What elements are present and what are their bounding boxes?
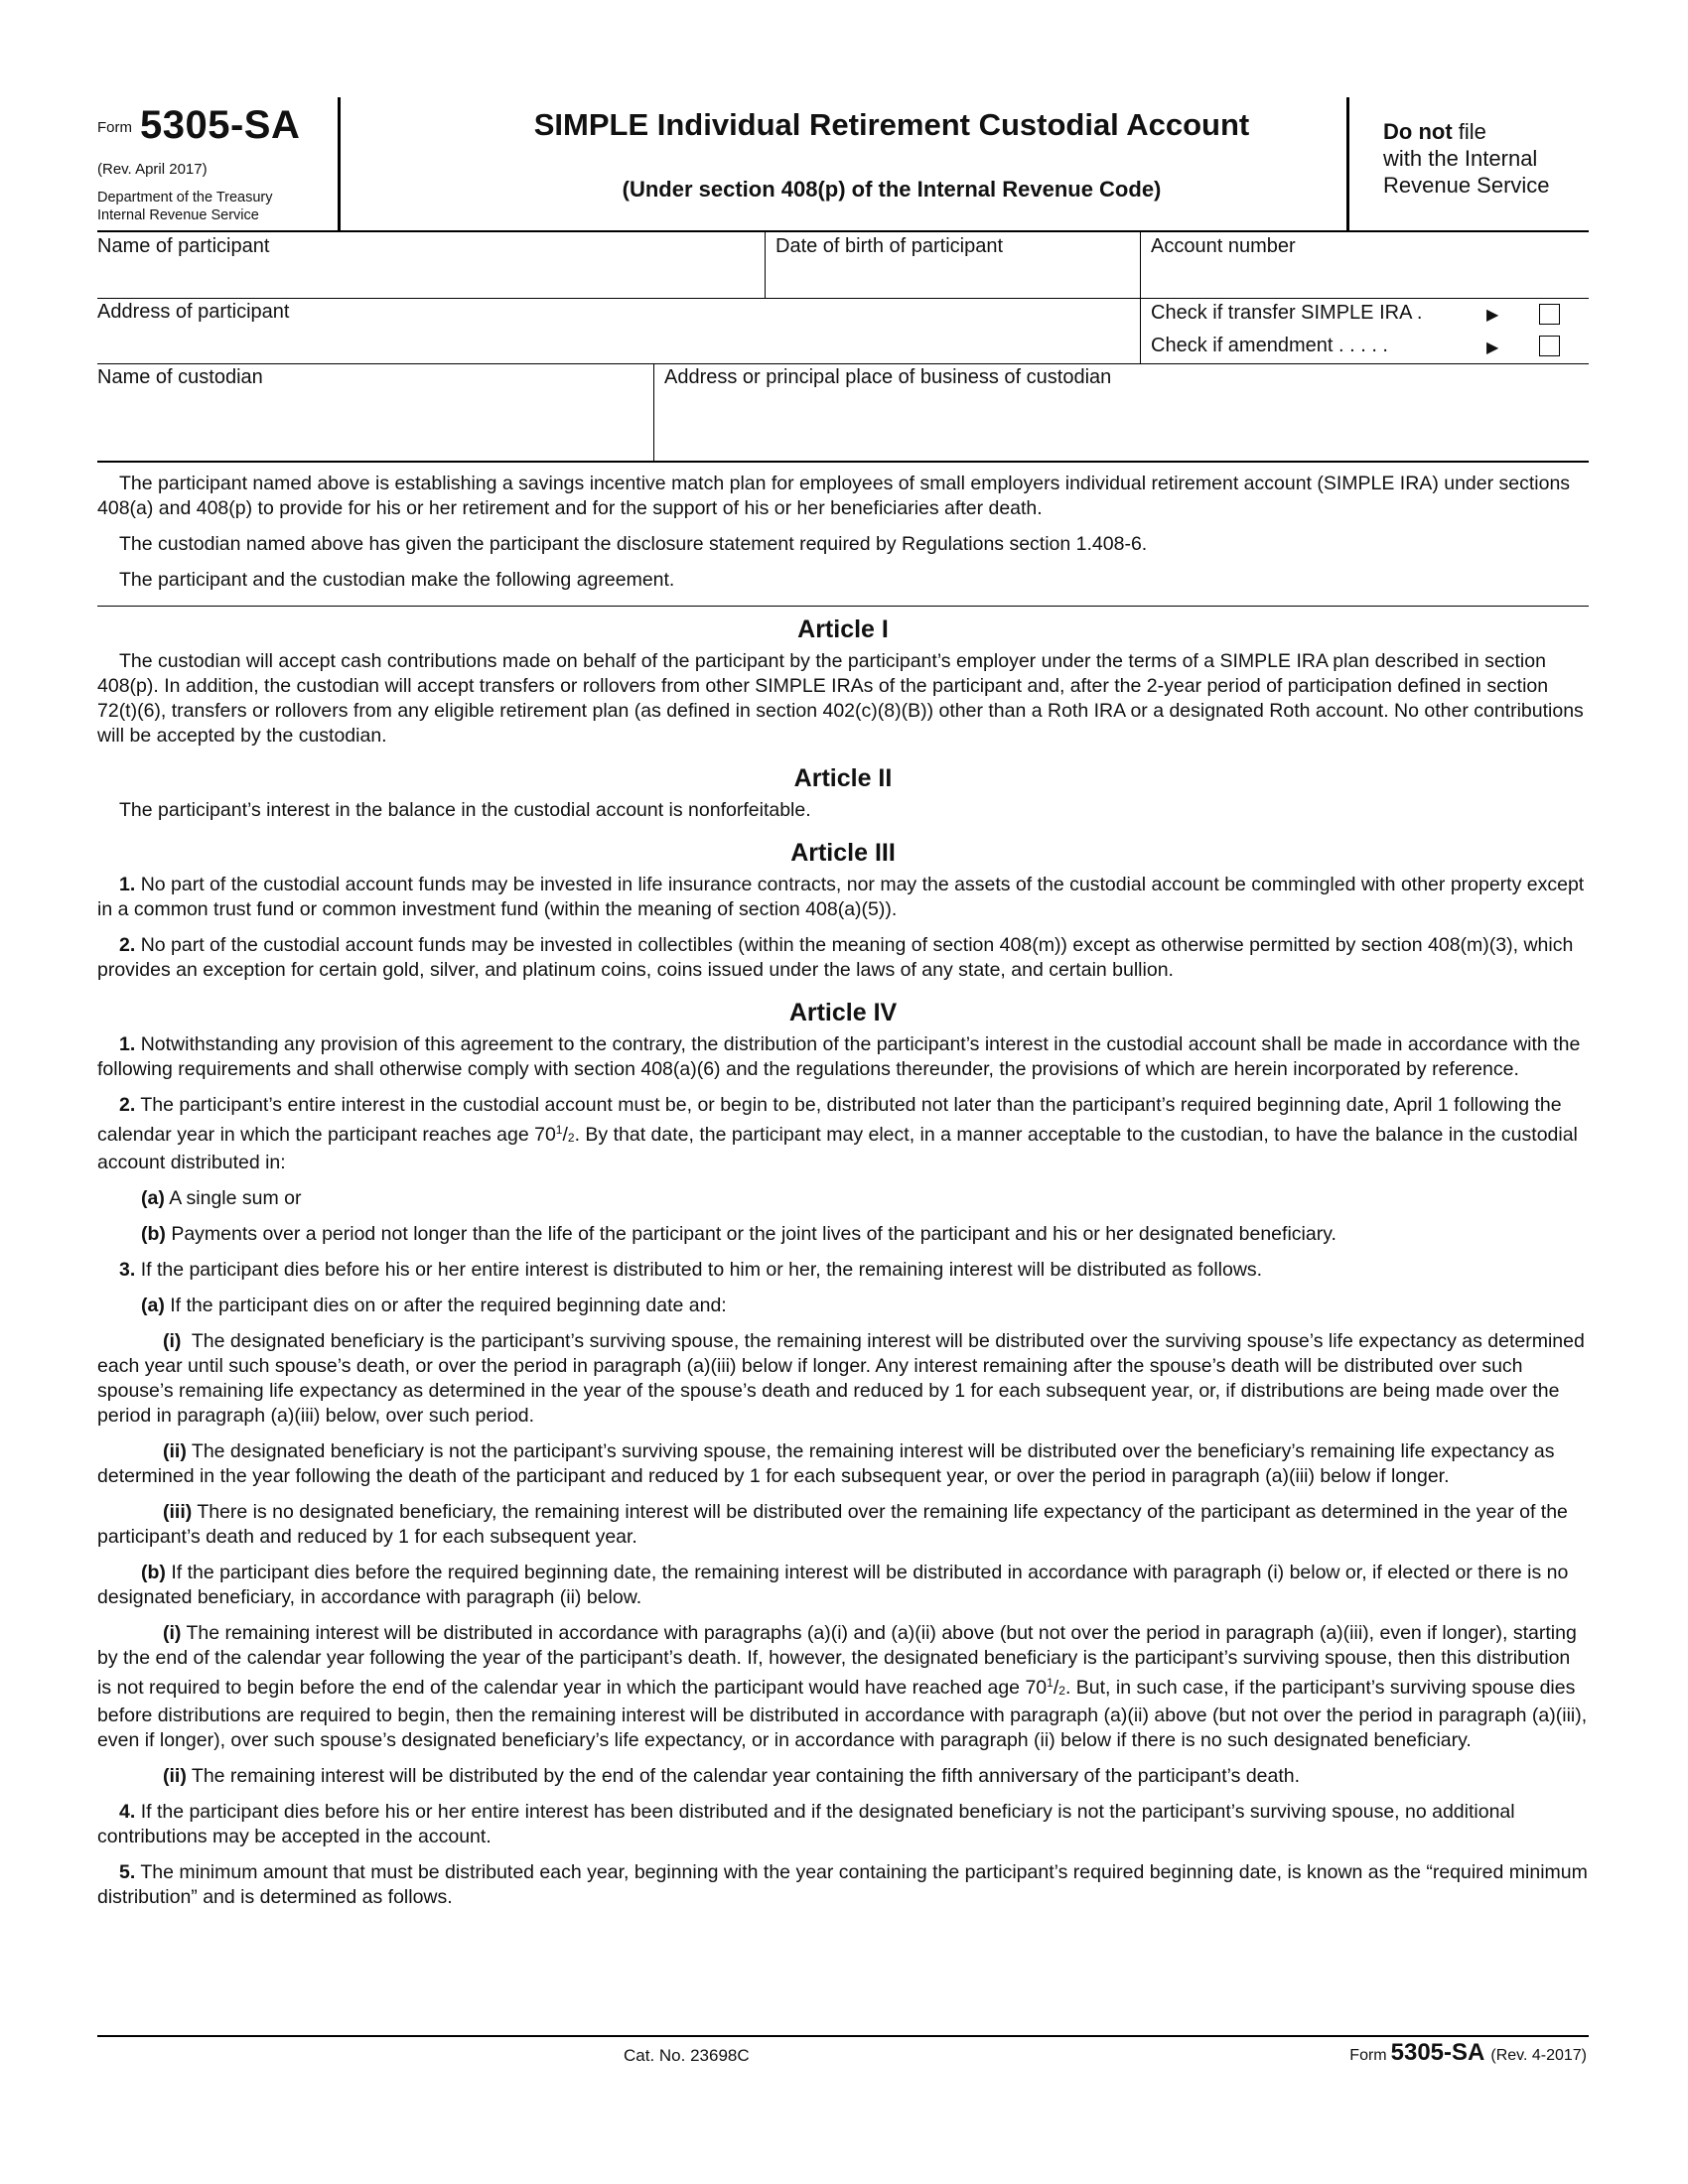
title-block <box>341 97 1443 230</box>
item-label: (ii) <box>163 1440 187 1462</box>
article-1-text: The custodian will accept cash contributions made on behalf of the participant by the participant’s employer under the terms of a SIMPLE IRA plan described in section 408(p). In addition, the custodian will accept transfers or rollovers from other SIMPLE IRAs of the participant and, after the 2-year period of participation defined in section 72(t)(6), transfers or rollovers from any eligible retirement plan (as defined in section 402(c)(8)(B)) other than a Roth IRA or a designated Roth account. No other contributions will be accepted by the custodian. <box>97 650 1584 747</box>
article-4-paragraph-3b-i: (i) The remaining interest will be distributed in accordance with paragraphs (a)(i) and (a)(ii) above (but not over the period in paragraph (a)(iii), even if longer), starting by the end of the calendar year following the year of the participant’s death. If, however, the designated beneficiary is the participant’s surviving spouse, then this distribution is not required to begin before the end of the calendar year in which the participant would have reached age $70^1/_2$. But, in such case, if the participant’s surviving spouse dies before distributions are required to begin, then the remaining interest will be distributed in accordance with paragraph (a)(ii) above (but not over the period in paragraph (a)(iii), even if longer), over such spouse’s designated beneficiary’s life expectancy, or in accordance with paragraph (ii) below if there is no such designated beneficiary. <box>97 1622 1588 1751</box>
filing-notice-block <box>1346 97 1592 230</box>
field-row-3 <box>97 363 1589 461</box>
name-of-participant-field[interactable] <box>97 232 765 298</box>
article-4-paragraph-3a <box>97 1294 1589 1318</box>
footer-form-id <box>1349 2039 1587 2067</box>
article-4-paragraph-3b <box>97 1561 1589 1610</box>
agreement-body <box>97 614 1589 1921</box>
arrow-icon: ▶ <box>1486 307 1499 324</box>
item-number: 1. <box>119 874 136 895</box>
section-divider <box>97 606 1589 607</box>
paragraph-text: The designated beneficiary is the participant’s surviving spouse, the remaining interest will be distributed over the surviving spouse’s life expectancy as determined each year until such spouse’s death, or over the period in paragraph (a)(iii) below if longer. Any interest remaining after the spouse’s death will be distributed over such spouse’s remaining life expectancy as determined in the year of the spouse’s death and reduced by 1 for each subsequent year, or, if distributions are being made over the period in paragraph (a)(iii) below, over such period. <box>97 1330 1585 1427</box>
paragraph-text: The minimum amount that must be distributed each year, beginning with the year containing the participant’s required beginning date, is known as the “required minimum distribution” and is determined as follows. <box>97 1861 1588 1908</box>
paragraph-text: The remaining interest will be distributed by the end of the calendar year containing the fifth anniversary of the participant’s death. <box>191 1765 1301 1787</box>
item-label: (a) <box>141 1187 165 1209</box>
fraction-denominator: 2 <box>1058 1684 1065 1698</box>
paragraph-text: Notwithstanding any provision of this agreement to the contrary, the distribution of the participant’s interest in the custodial account shall be made in accordance with the following requirements and shall otherwise comply with section 408(a)(6) and the regulations thereunder, the provisions of which are herein incorporated by reference. <box>97 1033 1581 1080</box>
field-row-2 <box>97 298 1589 364</box>
checkbox-group <box>1140 298 1589 363</box>
address-of-custodian-field[interactable] <box>653 363 1589 461</box>
article-4-paragraph-3 <box>97 1258 1589 1283</box>
footer-divider <box>97 2035 1589 2037</box>
item-label: (iii) <box>163 1501 193 1523</box>
article-4-paragraph-2: 2. The participant’s entire interest in the custodial account must be, or begin to be, distributed not later than the participant’s required beginning date, April 1 following the calendar year in which the participant reaches age $70^1/_2$. By that date, the participant may elect, in a manner acceptable to the custodian, to have the balance in the custodial account distributed in: <box>97 1094 1578 1173</box>
transfer-simple-ira-checkbox[interactable] <box>1539 304 1560 325</box>
account-number-field[interactable] <box>1140 232 1589 298</box>
form-id-block <box>97 97 341 230</box>
form-subtitle: (Under section 408(p) of the Internal Revenue Code) <box>622 177 1162 202</box>
paragraph-text: . But, in such case, if the participant’s surviving spouse dies before distributions are required to begin, then the remaining interest will be distributed in accordance with paragraph (a)(ii) above (but not over the period in paragraph (a)(iii), even if longer), over such spouse’s designated beneficiary’s life expectancy, or in accordance with paragraph (ii) below if there is no such designated beneficiary. <box>97 1677 1588 1751</box>
item-number: 3. <box>119 1259 136 1281</box>
intro-paragraph-3: The participant and the custodian make the following agreement. <box>119 569 675 591</box>
form-page <box>97 97 1589 2066</box>
item-label: (i) <box>163 1622 182 1644</box>
article-4-paragraph-4 <box>97 1800 1589 1849</box>
paragraph-text: The remaining interest will be distributed in accordance with paragraphs (a)(i) and (a)(ii) above (but not over the period in paragraph (a)(iii), even if longer), starting by the end of the calendar year following the year of the participant’s death. If, however, the designated beneficiary is the participant’s surviving spouse, then this distribution is not required to begin before the end of the calendar year in which the participant would have reached age 70 <box>97 1622 1577 1699</box>
paragraph-text: . By that date, the participant may elect, in a manner acceptable to the custodian, to have the balance in the custodial account distributed in: <box>97 1124 1578 1173</box>
article-4-heading: Article IV <box>788 999 898 1026</box>
date-of-birth-field[interactable] <box>765 232 1141 298</box>
article-4-paragraph-3a-i <box>97 1329 1589 1429</box>
check-amendment-label: Check if amendment . . . . . <box>1151 335 1388 356</box>
item-label: (a) <box>141 1295 165 1316</box>
item-label: (b) <box>141 1223 166 1245</box>
department-block <box>97 189 273 224</box>
paragraph-text: A single sum or <box>169 1187 302 1209</box>
address-of-participant-field[interactable] <box>97 298 1140 363</box>
fraction-numerator: 1 <box>555 1123 563 1137</box>
article-3-paragraph-2 <box>97 933 1589 983</box>
item-number: 1. <box>119 1033 136 1055</box>
form-revision: (Rev. April 2017) <box>97 161 208 178</box>
name-of-participant-label: Name of participant <box>97 235 270 257</box>
form-number: 5305-SA <box>140 103 301 147</box>
paragraph-text: If the participant dies before the required beginning date, the remaining interest will be distributed in accordance with paragraph (i) below or, if elected or there is no designated beneficiary, in accordance with paragraph (ii) below. <box>97 1562 1569 1608</box>
article-4-paragraph-1 <box>97 1032 1589 1082</box>
paragraph-text: The participant’s entire interest in the custodial account must be, or begin to be, distributed not later than the participant’s required beginning date, April 1 following the calendar year in which the participant reaches age 70 <box>97 1094 1562 1146</box>
intro-section <box>97 472 1589 604</box>
article-2-heading: Article II <box>793 764 893 792</box>
item-number: 2. <box>119 934 136 956</box>
form-header <box>97 97 1589 232</box>
name-of-custodian-label: Name of custodian <box>97 366 263 388</box>
article-4-paragraph-3a-ii <box>97 1439 1589 1489</box>
article-4-paragraph-3a-iii <box>97 1500 1589 1550</box>
date-of-birth-label: Date of birth of participant <box>775 235 1004 257</box>
item-label: (i) <box>163 1330 182 1352</box>
catalog-number: Cat. No. 23698C <box>624 2046 750 2065</box>
agency-name: Internal Revenue Service <box>97 207 259 223</box>
article-4-paragraph-2b <box>97 1222 1589 1247</box>
file-notice-2: with the Internal <box>1383 146 1538 171</box>
article-2-text: The participant’s interest in the balance in the custodial account is nonforfeitable. <box>119 799 811 821</box>
form-title: SIMPLE Individual Retirement Custodial Account <box>533 107 1250 142</box>
amendment-checkbox[interactable] <box>1539 336 1560 356</box>
participant-fields <box>97 232 1589 463</box>
intro-paragraph-2: The custodian named above has given the participant the disclosure statement required by Regulations section 1.408-6. <box>119 533 1148 555</box>
do-not-label: Do not <box>1383 119 1453 144</box>
address-of-participant-label: Address of participant <box>97 301 290 323</box>
article-1-heading: Article I <box>797 615 889 643</box>
article-4-paragraph-3b-ii <box>97 1764 1589 1789</box>
paragraph-text: There is no designated beneficiary, the remaining interest will be distributed over the remaining life expectancy of the participant as determined in the year of the participant’s death and reduced by 1 for each subsequent year. <box>97 1501 1568 1548</box>
paragraph-text: Payments over a period not longer than the life of the participant or the joint lives of the participant and his or her designated beneficiary. <box>171 1223 1336 1245</box>
fraction-denominator: 2 <box>567 1131 575 1145</box>
article-4-paragraph-5 <box>97 1860 1589 1910</box>
field-row-1 <box>97 232 1589 299</box>
name-of-custodian-field[interactable] <box>97 363 653 461</box>
paragraph-text: The designated beneficiary is not the participant’s surviving spouse, the remaining interest will be distributed over the beneficiary’s remaining life expectancy as determined in the year following the death of the participant and reduced by 1 for each subsequent year, or over the period in paragraph (a)(iii) below if longer. <box>97 1440 1555 1487</box>
account-number-label: Account number <box>1151 235 1296 257</box>
item-number: 2. <box>119 1094 136 1116</box>
footer-form-number: 5305-SA <box>1390 2039 1485 2066</box>
paragraph-text: If the participant dies before his or her entire interest has been distributed and if the designated beneficiary is not the participant’s surviving spouse, no additional contributions may be accepted in the account. <box>97 1801 1515 1847</box>
article-3-paragraph-1 <box>97 873 1589 922</box>
paragraph-text: No part of the custodial account funds may be invested in life insurance contracts, nor may the assets of the custodial account be commingled with other property except in a common trust fund or common investment fund (within the meaning of section 408(a)(5)). <box>97 874 1585 920</box>
file-notice-3: Revenue Service <box>1383 173 1550 198</box>
check-transfer-label: Check if transfer SIMPLE IRA . <box>1151 302 1423 324</box>
item-label: (b) <box>141 1562 166 1583</box>
paragraph-text: No part of the custodial account funds may be invested in collectibles (within the meaning of section 408(m)) except as otherwise permitted by section 408(m)(3), which provides an exception for certain gold, silver, and platinum coins, coins issued under the laws of any state, and certain bullion. <box>97 934 1574 981</box>
paragraph-text: If the participant dies on or after the required beginning date and: <box>170 1295 727 1316</box>
paragraph-text: If the participant dies before his or her entire interest is distributed to him or her, the remaining interest will be distributed as follows. <box>140 1259 1263 1281</box>
address-of-custodian-label: Address or principal place of business of custodian <box>664 366 1112 388</box>
intro-paragraph-1: The participant named above is establishing a savings incentive match plan for employees of small employers individual retirement account (SIMPLE IRA) under sections 408(a) and 408(p) to provide for his or her retirement and for the support of his or her beneficiaries after death. <box>97 473 1571 519</box>
article-4-paragraph-2a <box>97 1186 1589 1211</box>
footer-revision: (Rev. 4-2017) <box>1490 2047 1587 2064</box>
form-word: Form <box>97 119 132 136</box>
file-notice-1: file <box>1458 119 1486 144</box>
item-number: 5. <box>119 1861 136 1883</box>
article-3-heading: Article III <box>790 839 896 867</box>
arrow-icon: ▶ <box>1486 340 1499 356</box>
department-name: Department of the Treasury <box>97 190 273 205</box>
filing-notice <box>1383 118 1550 199</box>
item-number: 4. <box>119 1801 136 1823</box>
fraction-numerator: 1 <box>1047 1676 1054 1690</box>
footer-form-word: Form <box>1349 2047 1387 2064</box>
item-label: (ii) <box>163 1765 187 1787</box>
form-id <box>97 103 300 148</box>
